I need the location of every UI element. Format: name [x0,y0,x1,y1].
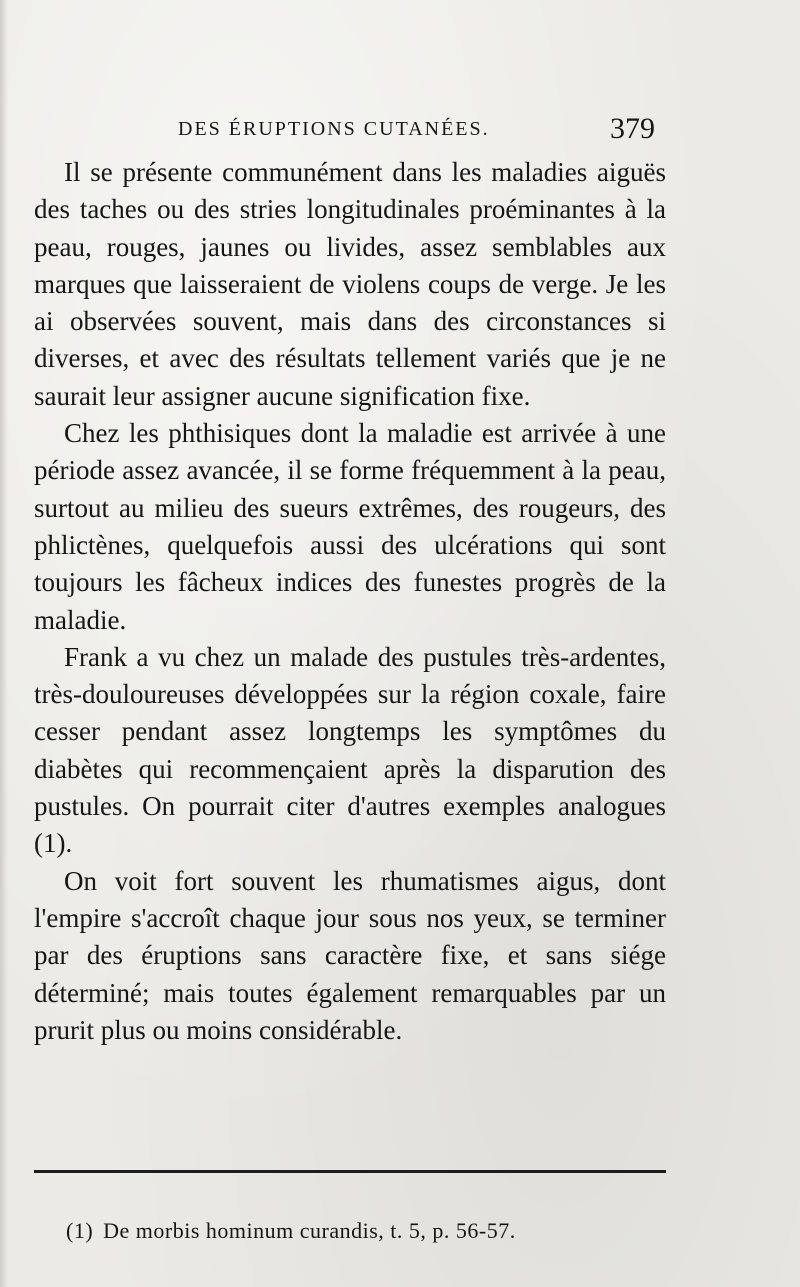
paragraph-4: On voit fort souvent les rhumatismes aigus, dont l'empire s'accroît chaque jour sous nos yeux, se terminer par des éruptions sans caractère fixe, et sans siége déterminé; mais toutes également remarquables par un prurit plus ou moins considérable. [34,865,666,1045]
footnote-text: De morbis hominum curandis, t. 5, p. 56-57. [103,1218,516,1243]
body-text [34,154,666,1049]
running-title: DES ÉRUPTIONS CUTANÉES. [178,118,490,140]
paragraph-1: Il se présente communément dans les maladies aiguës des taches ou des stries longitudinales proéminantes à la peau, rouges, jaunes ou livides, assez semblables aux marques que laisseraient de violens coups de verge. Je les ai observées souvent, mais dans des circonstances si diverses, et avec des résultats tellement variés que je ne saurait leur assigner aucune signification fixe. [34,157,666,411]
running-head [0,112,800,152]
paragraph-3: Frank a vu chez un malade des pustules très-ardentes, très-douloureuses développées sur la région coxale, faire cesser pendant assez longtemps les symptômes du diabètes qui recommençaient après la disparution des pustules. On pourrait citer d'autres exemples analogues (1). [34,641,666,859]
footnote [66,1218,516,1244]
page-number: 379 [610,112,655,145]
paragraph-2: Chez les phthisiques dont la maladie est arrivée à une période assez avancée, il se forme fréquemment à la peau, surtout au milieu des sueurs extrêmes, des rougeurs, des phlictènes, quelquefois aussi des ulcérations qui sont toujours les fâcheux indices des funestes progrès de la maladie. [34,418,666,635]
page-edge-shadow [0,0,8,1287]
footnote-marker: (1) [66,1218,94,1243]
footnote-rule [34,1170,666,1173]
